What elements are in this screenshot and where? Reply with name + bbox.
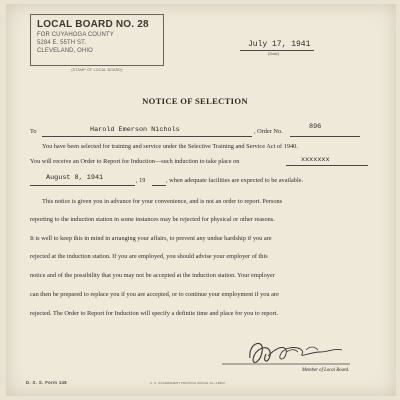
induction-date: August 8, 1941 [46, 174, 104, 182]
order-rule [290, 136, 360, 137]
struck-date-rule [286, 165, 368, 166]
paragraph-line: It is well to keep this in mind in arranging your affairs, to prevent any undue hardship if you are [30, 235, 272, 242]
board-address: 5284 E. 55TH ST. [37, 40, 86, 46]
recipient-name: Harold Emerson Nichols [90, 126, 180, 134]
printer-imprint: U. S. GOVERNMENT PRINTING OFFICE 16—19803 [150, 381, 225, 385]
local-board-stamp [30, 14, 164, 72]
to-label: To [30, 128, 37, 135]
facilities-statement: , when adequate facilities are expected to be available. [166, 177, 304, 184]
year-rule [152, 185, 166, 186]
paragraph-line: rejected. The Order to Report for Induction will specify a definite time and place for you to report. [30, 310, 278, 317]
paragraph-line: notice and of the possibility that you may not be accepted at the induction station. Your employer [30, 272, 275, 279]
struck-date: xxxxxxx [301, 156, 330, 164]
signature-caption: Member of Local Board. [302, 368, 350, 373]
notice-date: July 17, 1941 [248, 40, 311, 49]
order-number: 896 [309, 123, 322, 131]
year-prefix: , 19 [136, 177, 146, 184]
induction-date-rule [30, 185, 135, 186]
paragraph-line: can then be prepared to replace you if you are accepted, or to continue your employment if you are [30, 291, 279, 298]
board-name: LOCAL BOARD NO. 28 [37, 19, 149, 30]
stamp-caption: (STAMP OF LOCAL BOARD) [71, 68, 123, 72]
order-label: , Order No. [254, 128, 283, 135]
board-city: CLEVELAND, OHIO [37, 48, 93, 54]
notice-title: NOTICE OF SELECTION [142, 96, 248, 106]
selection-statement: You have been selected for training and service under the Selective Training and Service Act of 1940. [42, 143, 298, 150]
date-caption: (Date) [268, 51, 280, 56]
paragraph-line: This notice is given you in advance for your convenience, and is not an order to report. Persons [42, 198, 283, 205]
recipient-rule [42, 136, 252, 137]
induction-notice: You will receive an Order to Report for Induction—such induction to take place on [30, 158, 240, 165]
paragraph-line: reporting to the induction station in some instances may be rejected for physical or other reasons. [30, 216, 275, 223]
board-county: FOR CUYAHOGA COUNTY [37, 32, 114, 38]
form-number: D. S. S. Form 148 [26, 380, 68, 385]
paragraph-line: rejected at the induction station. If you are employed, you should advise your employer of this [30, 253, 268, 260]
